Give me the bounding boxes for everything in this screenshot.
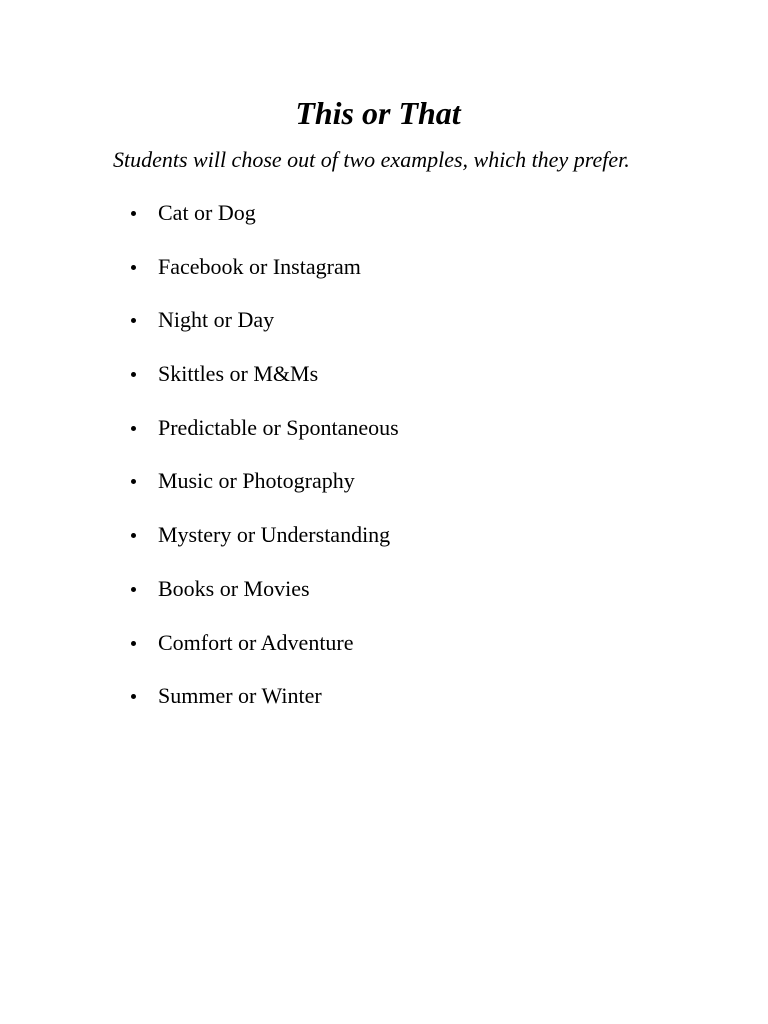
pair-label: Music or Photography [158, 468, 355, 494]
bullet-icon [131, 479, 136, 484]
bullet-icon [131, 426, 136, 431]
pair-label: Books or Movies [158, 575, 310, 601]
pair-label: Comfort or Adventure [158, 629, 354, 655]
pair-label: Skittles or M&Ms [158, 361, 319, 387]
pair-label: Cat or Dog [158, 200, 256, 225]
list-item [0, 520, 600, 574]
bullet-icon [131, 211, 136, 216]
bullet-icon [131, 372, 136, 377]
page-subtitle: Students will chose out of two examples, which they prefer. [113, 147, 630, 172]
list-item [0, 574, 600, 628]
bullet-icon [131, 318, 136, 323]
list-item [0, 628, 600, 682]
bullet-icon [131, 641, 136, 646]
page-title: This or That [295, 95, 461, 131]
pair-label: Predictable or Spontaneous [158, 414, 399, 440]
list-item [0, 359, 600, 413]
list-item [0, 413, 600, 467]
list-item [0, 198, 600, 252]
pair-label: Night or Day [158, 307, 275, 333]
bullet-icon [131, 694, 136, 699]
list-item [0, 681, 600, 735]
pair-list [0, 198, 600, 735]
list-item [0, 305, 600, 359]
list-item [0, 252, 600, 306]
pair-label: Facebook or Instagram [158, 253, 361, 279]
pair-label: Mystery or Understanding [158, 522, 391, 548]
bullet-icon [131, 265, 136, 270]
bullet-icon [131, 587, 136, 592]
list-item [0, 466, 600, 520]
pair-label: Summer or Winter [158, 683, 322, 709]
bullet-icon [131, 533, 136, 538]
